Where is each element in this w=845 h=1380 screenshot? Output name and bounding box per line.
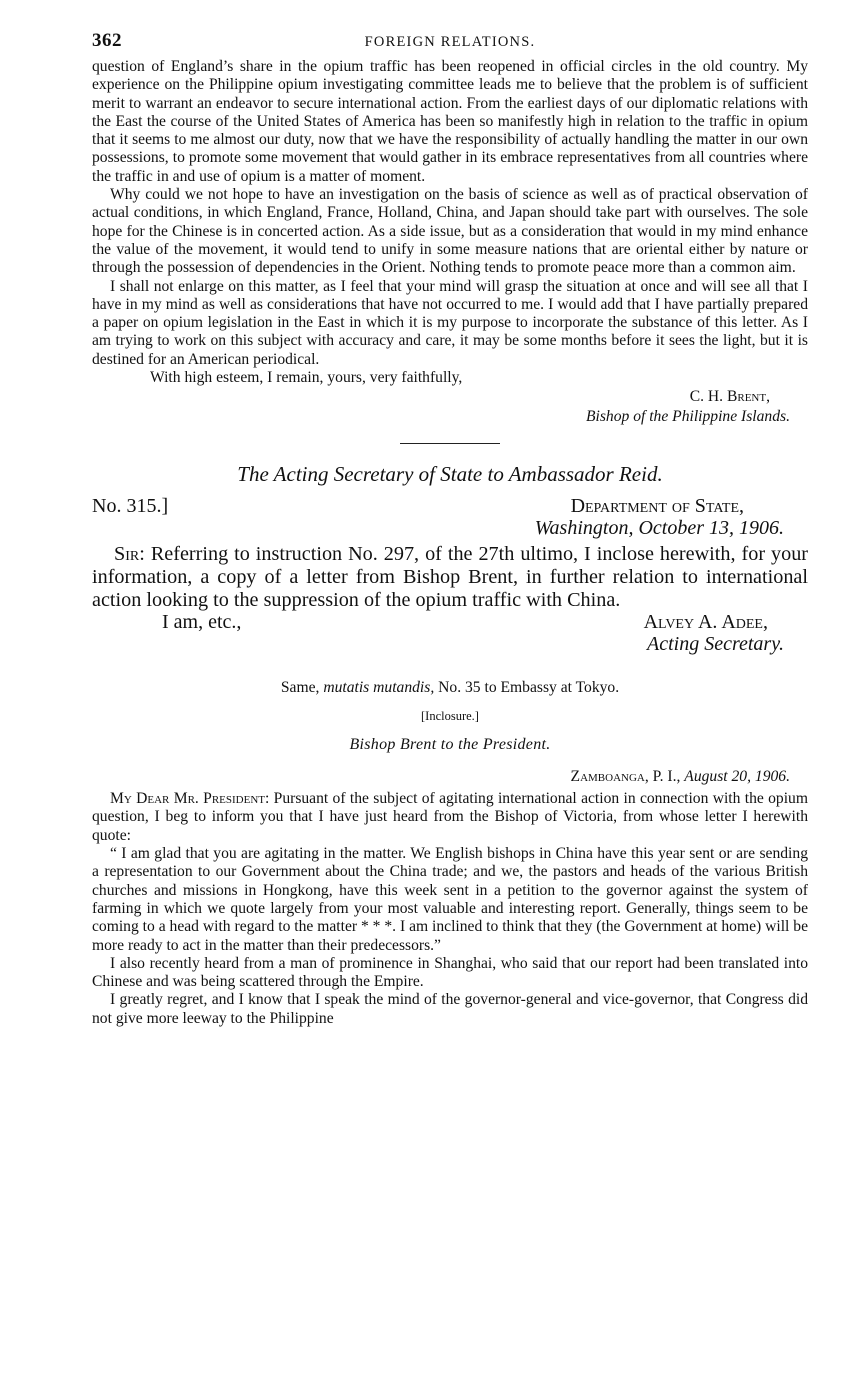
letter-two-text: Referring to instruction No. 297, of the 27th ultimo, I inclose herewith, for your information, a copy of a letter from Bishop Brent, in further relation to international action looking to the suppression of the opium traffic with China. [92,543,809,611]
letter-two-closing: I am, etc., [162,611,242,634]
note-text: Same, [280,679,320,697]
letter-one-body [92,58,808,369]
note-italic: mutatis mutandis, [323,679,435,697]
paragraph: question of England’s share in the opium traffic has been reopened in official circles in the old country. My experience on the Philippine opium investigating committee leads me to believe that the problem is of sufficient merit to warrant an endeavor to secure international action. From the earliest days of our diplomatic relations with the East the course of the United States of America has been so manifestly high in relation to the traffic in opium that it seems to me almost our duty, now that we have the responsibility of actually handling the matter in our own possessions, to promote some movement that would gather in its embrace representatives from all countries where the traffic in and use of opium is a matter of moment. [92,58,808,185]
inclosure-label: [Inclosure.] [421,709,479,724]
paragraph: I also recently heard from a man of prominence in Shanghai, who said that our report had been translated into Chinese and was being scattered through the Empire. [92,954,808,991]
same-note [92,679,808,697]
department: Department of State, [570,495,744,518]
letter-one-closing: With high esteem, I remain, yours, very faithfully, [150,369,463,387]
paragraph: I greatly regret, and I know that I speak the mind of the governor-general and vice-governor, that Congress did not give more leeway to the Philippine [92,991,808,1027]
page-number: 362 [92,30,122,51]
quote-paragraph: “ I am glad that you are agitating in the matter. We English bishops in China have this year sent or are sending a representation to our Government about the China trade; and we, the pastors and heads of the various British churches and missions in Hongkong, have this week sent in a petition to the governor against the system of farming in which we quote largely from your most valuable and interesting report. Generally, things seem to be coming to a head with regard to the matter * * *. I am inclined to think that they (the Government at home) will be more ready to act in the matter than their predecessors.” [92,845,808,954]
salutation: Sir: [114,543,145,566]
letter-one-signature-title: Bishop of the Philippine Islands. [585,408,790,426]
letter-two-signature-name: Alvey A. Adee, [643,611,768,634]
letter-two-body [92,543,808,611]
letter-two-signature-title: Acting Secretary. [647,633,784,656]
letter-two-heading [92,495,808,517]
letter-two-title: The Acting Secretary of State to Ambassador Reid. [237,462,663,487]
paragraph-text: Pursuant of the subject of agitating international action in connection with the opium question, I beg to inform you that I have just heard from the Bishop of Victoria, from whose letter I herewith quote: [92,790,808,844]
note-text: No. 35 to Embassy at Tokyo. [438,679,620,697]
place: Zamboanga, P. I., [570,768,681,786]
despatch-number: No. 315.] [92,495,169,518]
letter-three-dateline [92,768,808,786]
letter-two-closing-row [92,611,808,633]
paragraph: Why could we not hope to have an investigation on the basis of science as well as of practical observation of actual conditions, in which England, France, Holland, China, and Japan should take part with ourselves. The sole hope for the Chinese is in concerted action. As a side issue, but as a consideration that would in my mind enhance the value of the movement, it would tend to unify in some measure nations that are oriental either by nature or through the possession of dependencies in the Orient. Nothing tends to promote peace more than a common aim. [92,186,808,277]
paragraph: I shall not enlarge on this matter, as I feel that your mind will grasp the situation at once and will see all that I have in my mind as well as considerations that have not occurred to me. I would add that I have partially prepared a paper on opium legislation in the East in which it is my purpose to incorporate the substance of this letter. As I am trying to work on this subject with accuracy and care, it may be some months before it sees the light, but it is destined for an American periodical. [92,277,808,368]
page-header [92,28,808,58]
letter-three-title: Bishop Brent to the President. [349,736,551,754]
date: August 20, 1906. [684,768,790,786]
section-divider [400,443,500,444]
letter-two-dateline: Washington, October 13, 1906. [534,517,784,540]
paragraph [92,790,808,845]
salutation: My Dear Mr. President: [110,790,270,808]
paragraph [92,543,808,611]
running-head: FOREIGN RELATIONS. [364,34,536,50]
document-page [92,28,808,1028]
letter-one-signature-name: C. H. Brent, [689,388,770,406]
letter-three-body [92,790,808,1028]
